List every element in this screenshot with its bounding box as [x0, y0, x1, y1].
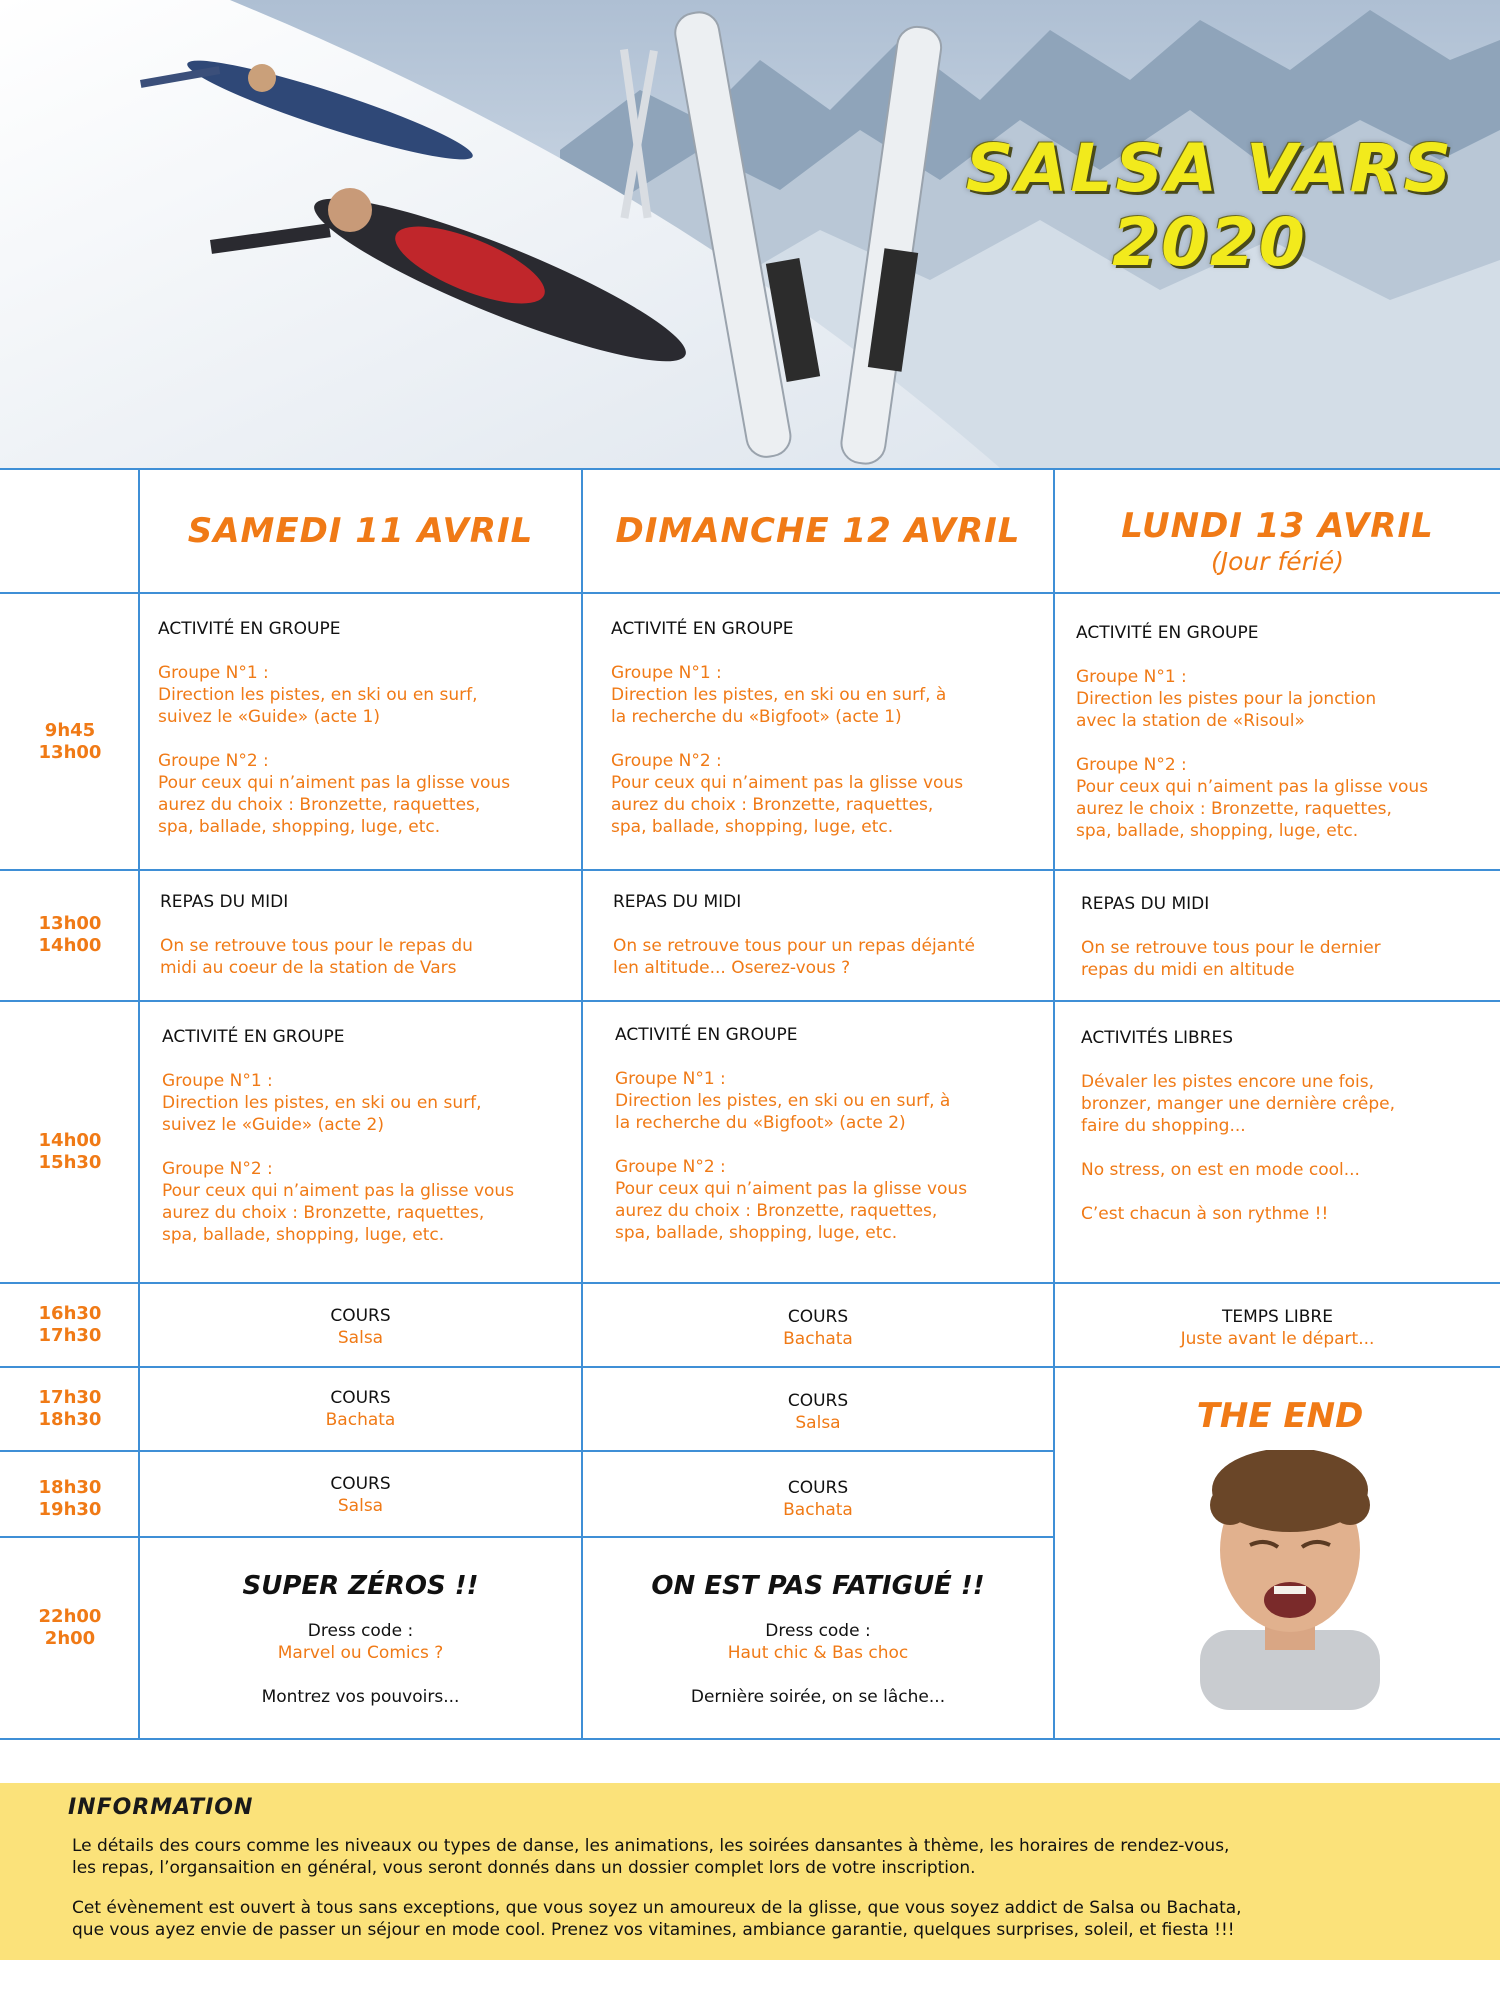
group2-text: spa, ballade, shopping, luge, etc.: [162, 1225, 445, 1245]
group2-text: Pour ceux qui n’aiment pas la glisse vous: [1076, 777, 1429, 797]
group2-text: spa, ballade, shopping, luge, etc.: [158, 817, 441, 837]
lunch-text: repas du midi en altitude: [1081, 960, 1295, 980]
group1-title: Groupe N°1 :: [611, 663, 722, 683]
group2-text: Pour ceux qui n’aiment pas la glisse vous: [615, 1179, 968, 1199]
group1-title: Groupe N°1 :: [158, 663, 269, 683]
group2-title: Groupe N°2 :: [615, 1157, 726, 1177]
grid-line: [0, 592, 1500, 594]
lunch-text: On se retrouve tous pour le repas du: [160, 936, 473, 956]
group1-title: Groupe N°1 :: [615, 1069, 726, 1089]
evening-sunday: ON EST PAS FATIGUÉ !! Dress code : Haut chic & Bas choc Dernière soirée, on se lâche...: [583, 1570, 1053, 1708]
morning-activity-sunday: [611, 618, 1051, 838]
day-label: SAMEDI 11 AVRIL: [187, 511, 534, 551]
time-slot: 16h30 17h30: [38, 1303, 102, 1346]
day-header-saturday: [140, 510, 581, 552]
course-saturday-2: COURS Bachata: [325, 1388, 396, 1430]
group2-text: spa, ballade, shopping, luge, etc.: [1076, 821, 1359, 841]
grid-line: [0, 1450, 1054, 1452]
information-paragraph-2: Cet évènement est ouvert à tous sans exceptions, que vous soyez un amoureux de la glisse, que vous soyez addict de Salsa ou Bachata, que vous ayez envie de passer un séjour en mode cool. Prenez vos vitamines, ambiance garantie, quelques surprises, soleil, et fiesta !!!: [72, 1898, 1242, 1940]
group2-title: Groupe N°2 :: [1076, 755, 1187, 775]
group2-title: Groupe N°2 :: [158, 751, 269, 771]
activity-heading: ACTIVITÉ EN GROUPE: [615, 1025, 798, 1045]
group1-text: avec la station de «Risoul»: [1076, 711, 1305, 731]
group1-text: la recherche du «Bigfoot» (acte 1): [611, 707, 902, 727]
day-header-sunday: [583, 510, 1053, 552]
course-saturday-1: COURS Salsa: [330, 1306, 391, 1348]
group1-text: suivez le «Guide» (acte 2): [162, 1115, 384, 1135]
information-paragraph-1: Le détails des cours comme les niveaux ou types de danse, les animations, les soirées dansantes à thème, les horaires de rendez-vous, les repas, l’organsaition en général, vous seront donnés dans un dossier complet lors de votre inscription.: [72, 1836, 1230, 1878]
free-text: Dévaler les pistes encore une fois,: [1081, 1072, 1375, 1092]
group2-text: aurez du choix : Bronzette, raquettes,: [162, 1203, 485, 1223]
day-label: LUNDI 13 AVRIL: [1121, 506, 1434, 546]
event-title-line1: SALSA VARS: [965, 130, 1455, 207]
time-slot: 18h30 19h30: [38, 1477, 102, 1520]
party-title: SUPER ZÉROS !!: [242, 1571, 479, 1601]
time-slot: 14h00 15h30: [38, 1130, 102, 1173]
evening-saturday: SUPER ZÉROS !! Dress code : Marvel ou Comics ? Montrez vos pouvoirs...: [140, 1570, 581, 1708]
party-title: ON EST PAS FATIGUÉ !!: [651, 1571, 985, 1601]
morning-activity-monday: [1076, 622, 1498, 842]
lunch-text: On se retrouve tous pour le dernier: [1081, 938, 1381, 958]
course-sunday-3: COURS Bachata: [783, 1478, 853, 1520]
group1-text: suivez le «Guide» (acte 1): [158, 707, 380, 727]
group1-text: Direction les pistes, en ski ou en surf, à: [615, 1091, 951, 1111]
group1-text: la recherche du «Bigfoot» (acte 2): [615, 1113, 906, 1133]
time-slot: 9h45 13h00: [38, 720, 102, 763]
group2-title: Groupe N°2 :: [611, 751, 722, 771]
lunch-text: len altitude... Oserez-vous ?: [613, 958, 851, 978]
grid-line: [1053, 468, 1055, 1740]
group2-text: Pour ceux qui n’aiment pas la glisse vous: [158, 773, 511, 793]
activity-heading: ACTIVITÉ EN GROUPE: [1076, 623, 1259, 643]
grid-line: [138, 468, 140, 1740]
group1-text: Direction les pistes, en ski ou en surf, à: [611, 685, 947, 705]
free-text: faire du shopping...: [1081, 1116, 1246, 1136]
group2-text: aurez le choix : Bronzette, raquettes,: [1076, 799, 1392, 819]
lunch-sunday: [613, 891, 1053, 979]
grid-line: [0, 1366, 1500, 1368]
lunch-saturday: [160, 891, 580, 979]
course-saturday-3: COURS Salsa: [330, 1474, 391, 1516]
information-panel: [0, 1783, 1500, 1960]
group1-text: Direction les pistes pour la jonction: [1076, 689, 1377, 709]
free-text: bronzer, manger une dernière crêpe,: [1081, 1094, 1396, 1114]
lunch-text: midi au coeur de la station de Vars: [160, 958, 457, 978]
group2-text: Pour ceux qui n’aiment pas la glisse vous: [611, 773, 964, 793]
time-slot: 22h00 2h00: [38, 1606, 102, 1649]
time-slot: 17h30 18h30: [38, 1387, 102, 1430]
lunch-heading: REPAS DU MIDI: [160, 892, 289, 912]
group2-text: aurez du choix : Bronzette, raquettes,: [611, 795, 934, 815]
event-title: [960, 132, 1460, 280]
grid-line: [0, 1282, 1500, 1284]
activity-heading: ACTIVITÉS LIBRES: [1081, 1028, 1234, 1048]
crying-face-illustration: [1180, 1450, 1400, 1710]
lunch-heading: REPAS DU MIDI: [1081, 894, 1210, 914]
afternoon-activity-sunday: [615, 1024, 1051, 1244]
information-title: INFORMATION: [68, 1795, 254, 1820]
lunch-heading: REPAS DU MIDI: [613, 892, 742, 912]
free-activities-monday: [1081, 1027, 1499, 1225]
day-header-monday: [1055, 505, 1500, 577]
event-title-line2: 2020: [1112, 204, 1308, 281]
activity-heading: ACTIVITÉ EN GROUPE: [162, 1027, 345, 1047]
afternoon-activity-saturday: [162, 1026, 582, 1246]
morning-activity-saturday: [158, 618, 578, 838]
free-time-monday: TEMPS LIBRE Juste avant le départ...: [1180, 1307, 1375, 1349]
course-sunday-2: COURS Salsa: [787, 1391, 849, 1433]
grid-line: [0, 869, 1500, 871]
group1-text: Direction les pistes, en ski ou en surf,: [162, 1093, 482, 1113]
group2-text: Pour ceux qui n’aiment pas la glisse vous: [162, 1181, 515, 1201]
day-label: DIMANCHE 12 AVRIL: [615, 511, 1021, 551]
activity-heading: ACTIVITÉ EN GROUPE: [158, 619, 341, 639]
group2-title: Groupe N°2 :: [162, 1159, 273, 1179]
the-end-title: THE END: [1196, 1396, 1364, 1436]
group2-text: spa, ballade, shopping, luge, etc.: [615, 1223, 898, 1243]
group1-text: Direction les pistes, en ski ou en surf,: [158, 685, 478, 705]
grid-line: [0, 1536, 1054, 1538]
group2-text: aurez du choix : Bronzette, raquettes,: [615, 1201, 938, 1221]
grid-line: [0, 1000, 1500, 1002]
lunch-monday: [1081, 893, 1499, 981]
hero-banner: [0, 0, 1500, 468]
free-text: C’est chacun à son rythme !!: [1081, 1204, 1329, 1224]
activity-heading: ACTIVITÉ EN GROUPE: [611, 619, 794, 639]
group1-title: Groupe N°1 :: [162, 1071, 273, 1091]
grid-line: [0, 468, 1500, 470]
group2-text: aurez du choix : Bronzette, raquettes,: [158, 795, 481, 815]
time-slot: 13h00 14h00: [38, 913, 102, 956]
group2-text: spa, ballade, shopping, luge, etc.: [611, 817, 894, 837]
free-text: No stress, on est en mode cool...: [1081, 1160, 1360, 1180]
course-sunday-1: COURS Bachata: [783, 1307, 853, 1349]
group1-title: Groupe N°1 :: [1076, 667, 1187, 687]
lunch-text: On se retrouve tous pour un repas déjanté: [613, 936, 975, 956]
day-sublabel: (Jour férié): [1210, 547, 1345, 576]
grid-line: [0, 1738, 1500, 1740]
